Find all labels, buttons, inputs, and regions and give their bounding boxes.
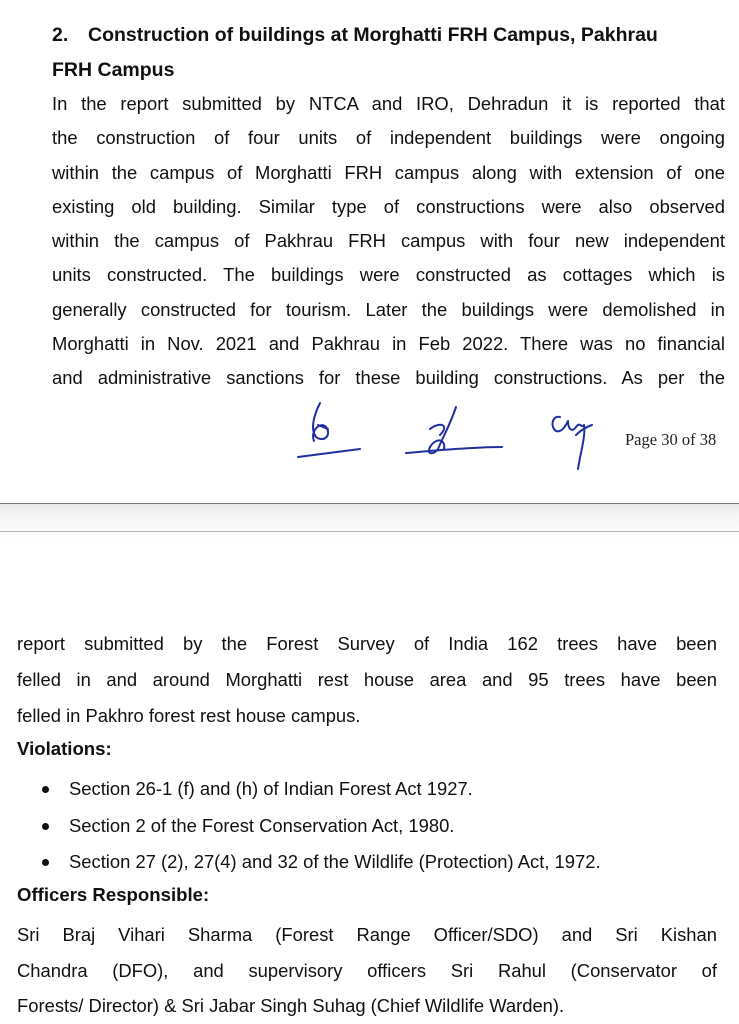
paragraph-tree-felling [17, 626, 717, 734]
page-30-bottom [0, 0, 739, 503]
text-line: within the campus of Morghatti FRH campus along with extension of one [52, 161, 725, 183]
section-heading [52, 18, 732, 88]
signature-3 [553, 417, 592, 469]
page-break [0, 503, 739, 544]
text-line: Chandra (DFO), and supervisory officers Sri Rahul (Conservator of [17, 959, 717, 981]
text-line: existing old building. Similar type of constructions were also observed [52, 195, 725, 217]
violation-text: Section 26-1 (f) and (h) of Indian Forest Act 1927. [69, 778, 473, 799]
text-line: felled in Pakhro forest rest house campus. [17, 705, 361, 726]
bullet-icon [42, 786, 49, 793]
violations-heading: Violations: [17, 738, 112, 759]
text-line: and administrative sanctions for these building constructions. As per the [52, 367, 725, 389]
page-number: Page 30 of 38 [625, 430, 717, 449]
text-line: Forests/ Director) & Sri Jabar Singh Suhag (Chief Wildlife Warden). [17, 995, 565, 1016]
violations-list [17, 771, 601, 881]
bullet-icon [42, 859, 49, 866]
list-item [17, 844, 601, 881]
text-line: In the report submitted by NTCA and IRO, Dehradun it is reported that [52, 93, 725, 114]
bullet-icon [42, 823, 49, 830]
signature-1 [298, 403, 360, 457]
paragraph-construction-report [52, 87, 725, 396]
section-number: 2. [52, 24, 69, 46]
violation-text: Section 2 of the Forest Conservation Act, 1980. [69, 814, 455, 836]
text-line: Morghatti in Nov. 2021 and Pakhrau in Feb 2022. There was no financial [52, 333, 725, 355]
text-line: within the campus of Pakhrau FRH campus with four new independent [52, 230, 725, 252]
section-title-line1: Construction of buildings at Morghatti FRH Campus, Pakhrau [88, 24, 658, 46]
signatures [280, 395, 640, 475]
text-line: Sri Braj Vihari Sharma (Forest Range Officer/SDO) and Sri Kishan [17, 924, 717, 945]
paragraph-officers [17, 917, 717, 1024]
text-line: the construction of four units of independent buildings were ongoing [52, 127, 725, 149]
list-item [17, 808, 601, 845]
text-line: felled in and around Morghatti rest house area and 95 trees have been [17, 669, 717, 690]
violation-text: Section 27 (2), 27(4) and 32 of the Wildlife (Protection) Act, 1972. [69, 851, 601, 872]
text-line: units constructed. The buildings were constructed as cottages which is [52, 264, 725, 286]
section-title-line2: FRH Campus [52, 59, 175, 81]
signature-2 [406, 407, 502, 453]
officers-heading: Officers Responsible: [17, 884, 210, 905]
text-line: generally constructed for tourism. Later the buildings were demolished in [52, 298, 725, 320]
text-line: report submitted by the Forest Survey of India 162 trees have been [17, 633, 717, 654]
list-item [17, 771, 601, 808]
